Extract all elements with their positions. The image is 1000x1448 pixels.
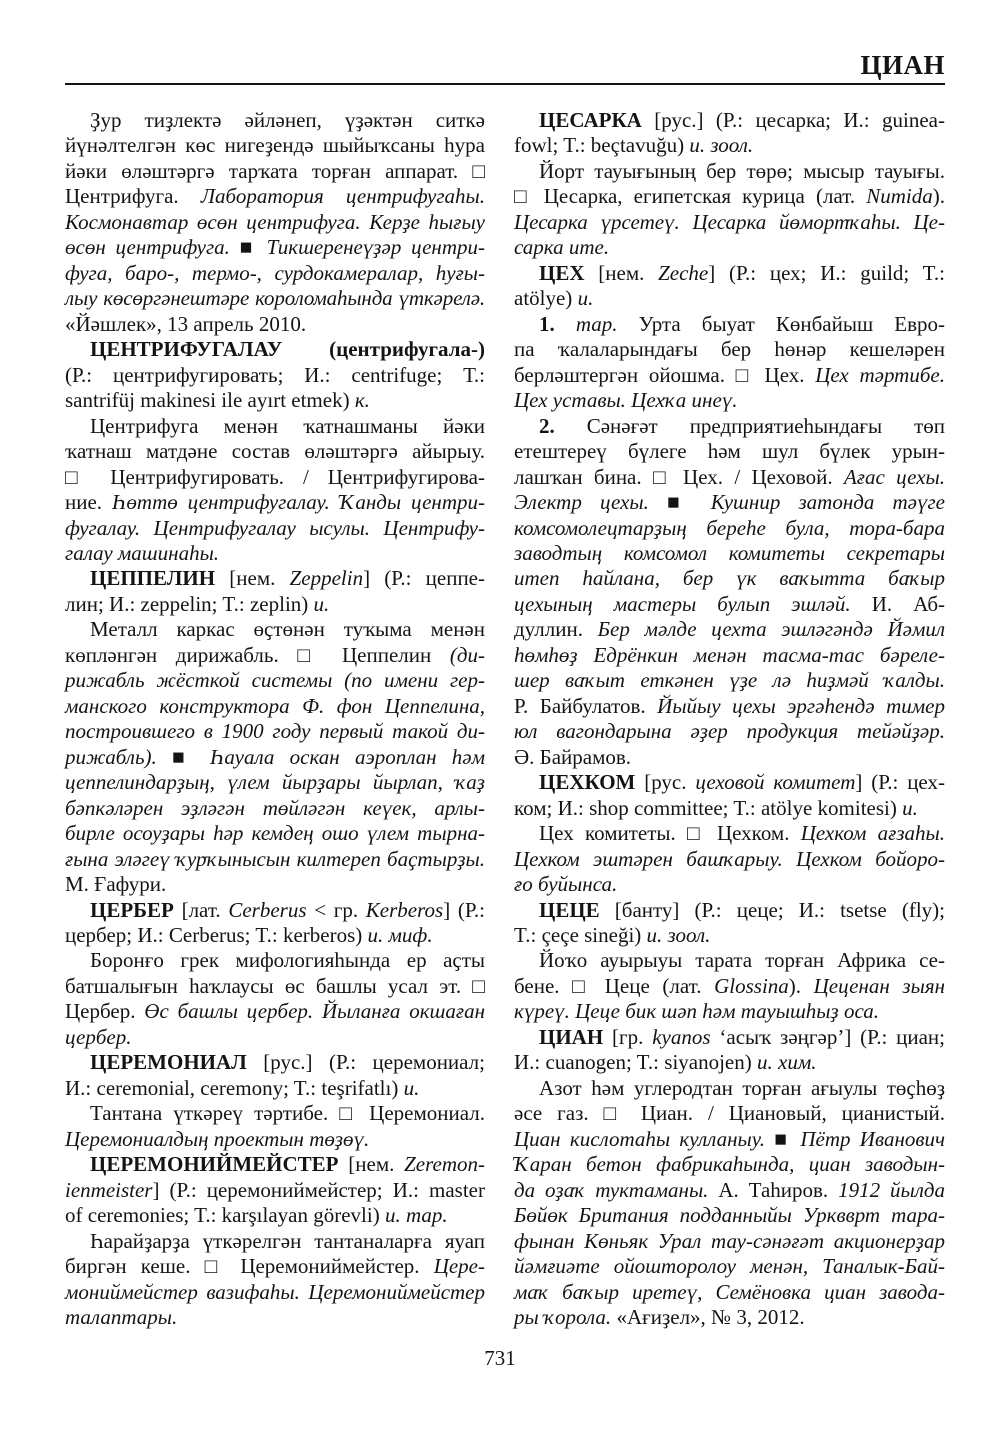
text-run: И.: ceremonial, ceremony; T.: teşrifatlı) (65, 1075, 404, 1100)
italic-run: Zeche (658, 260, 709, 285)
text-line (514, 974, 945, 999)
italic-run: галау машинаһы. (65, 540, 220, 565)
italic-run: Циан кислотаһы кулланыу. (514, 1126, 765, 1151)
bold-run: 1. (539, 311, 576, 336)
italic-run: маҡ баҡыр иретеү, Семёновка циан завода- (514, 1279, 945, 1304)
italic-run: Цех уставы. Цехҡа инеү. (514, 388, 738, 413)
text-run: йүнәлтелгән көс нигеҙендә шыйыҡсаны һура (65, 133, 485, 158)
bold-run: ЦЕНТРИФУГАЛАУ (центрифугала-) (90, 337, 485, 362)
text-line (514, 821, 945, 846)
text-run: Металл каркас өҫтөнән туҡыма менән (90, 617, 485, 642)
text-run: [рус. (635, 770, 696, 795)
left-column (65, 108, 485, 1331)
text-line (514, 1203, 945, 1228)
entry-paragraph (514, 948, 945, 1024)
text-line (514, 592, 945, 617)
entry-paragraph (65, 337, 485, 413)
entry-paragraph (514, 1076, 945, 1331)
entry-paragraph (65, 1152, 485, 1228)
text-line (65, 923, 485, 948)
italic-run: фуга, баро-, термо-, сурдокамералар, һуғы- (65, 260, 485, 285)
text-run: батшалығын һаҡлаусы өс башлы усал эт. □ (65, 973, 485, 998)
text-line (65, 1076, 485, 1101)
italic-run: фынан Көньяк Урал тау-сәнәғәт акционерҙар (514, 1228, 945, 1253)
text-run: Ә. Байрамов. (514, 744, 632, 769)
text-line (65, 770, 485, 795)
italic-run: Йыйыу цехы эргәһендә тимер (657, 693, 945, 718)
text-line (514, 541, 945, 566)
bold-run: 2. (539, 413, 555, 438)
text-run: «Йәшлек», 13 апрель 2010. (65, 311, 307, 336)
entry-paragraph (514, 414, 945, 771)
text-run: ҡатнаш матдәне состав өләштәргә айырыу. (65, 439, 485, 464)
italic-run: Һөттө центрифугалау. Ҡанды центри- (111, 490, 485, 515)
text-line (65, 948, 485, 973)
text-line (65, 184, 485, 209)
text-line (514, 948, 945, 973)
italic-run: ғо буйынса. (514, 872, 618, 897)
text-line (65, 312, 485, 337)
text-line (514, 490, 945, 515)
italic-run: Zeremon- (404, 1152, 485, 1177)
entry-paragraph (65, 566, 485, 617)
text-run: М. Ғафури. (65, 872, 167, 897)
bold-run: ЦЕЦЕ (539, 897, 600, 922)
text-run: ] (Р.: цех; И.: guild; T.: (708, 260, 945, 285)
text-run: T.: çeçe sineği) (514, 923, 647, 947)
text-run: ■ (764, 1126, 801, 1151)
text-run: [банту] (Р.: цеце; И.: tsetse (fly); (599, 897, 945, 922)
text-run: Цербер. (65, 999, 145, 1024)
text-line (514, 617, 945, 642)
text-run: ■ (156, 744, 210, 769)
page-number: 731 (484, 1346, 516, 1370)
text-line (514, 668, 945, 693)
text-line (65, 1305, 485, 1330)
italic-run: Cerberus (228, 897, 307, 922)
text-run: [нем. (215, 566, 290, 591)
italic-run: Лаборатория центрифугаһы. (200, 184, 486, 209)
text-line (65, 414, 485, 439)
text-line (65, 592, 485, 617)
text-line (514, 745, 945, 770)
text-line (65, 719, 485, 744)
text-line (65, 133, 485, 158)
text-line (65, 159, 485, 184)
italic-run: Электр цехы. (514, 490, 649, 515)
text-run: [нем. (584, 260, 659, 285)
text-run: ). (932, 184, 945, 209)
bold-run: ЦЕСАРКА (539, 108, 642, 132)
text-run: Һарайҙарҙа үткәрелгән тантаналарға яуап (90, 1228, 485, 1253)
text-run: етештереү бүлеге һәм шул бүлек урын- (514, 439, 945, 464)
entry-paragraph (65, 414, 485, 567)
text-run: fowl; T.: beçtavuğu) (514, 133, 690, 158)
text-line (514, 108, 945, 133)
italic-run: ienmeister (65, 1177, 153, 1202)
italic-run: Цехком ағзаһы. (800, 821, 945, 846)
text-line (514, 261, 945, 286)
text-run: бене. □ Цеце (лат. (514, 973, 715, 998)
italic-run: бәпкәләрен эҙләгән төйләгән кеүек, арлы- (65, 795, 485, 820)
text-run: лашҡан бина. □ Цех. / Цеховой. (514, 464, 844, 489)
text-line (514, 796, 945, 821)
text-run: цербер; И.: Cerberus; T.: kerberos) (65, 923, 368, 947)
text-line (65, 1229, 485, 1254)
text-line (65, 999, 485, 1024)
italic-run: Церемониалдың проектын төҙөү. (65, 1126, 370, 1151)
text-run: па ҡалаларындағы бер һөнәр кешеләрен (514, 337, 945, 362)
entry-paragraph (514, 312, 945, 414)
text-run: Йорт тауығының бер төрө; мысыр тауығы. (539, 158, 945, 183)
italic-run: Тикшеренеүҙәр центри- (266, 235, 485, 260)
text-line (514, 923, 945, 948)
italic-run: построившего в 1900 году первый такой ди- (65, 719, 485, 744)
text-line (514, 1280, 945, 1305)
entry-paragraph (65, 1229, 485, 1331)
text-line (65, 261, 485, 286)
entry-paragraph (514, 821, 945, 897)
text-run: «Ағиҙел», № 3, 2012. (611, 1305, 805, 1330)
italic-run: комсомолецтарҙың береһе була, тора-бара (514, 515, 945, 540)
italic-run: Һауала оскан аэроплан һәм (209, 744, 486, 769)
text-run: И.: cuanogen; T.: siyanojen) (514, 1050, 757, 1075)
text-line (514, 286, 945, 311)
text-line (65, 796, 485, 821)
italic-run: и. миф. (367, 923, 433, 947)
italic-run: kyanos (652, 1024, 711, 1049)
entry-paragraph (514, 108, 945, 159)
text-run: дуллин. (514, 617, 598, 642)
text-line (514, 566, 945, 591)
bold-run: ЦЕРБЕР (90, 897, 174, 922)
text-line (65, 516, 485, 541)
italic-run: заводтың комсомол комитеты секретары (514, 540, 945, 565)
italic-run: Kerberos (365, 897, 444, 922)
italic-run: талаптары. (65, 1305, 178, 1330)
text-line (514, 770, 945, 795)
text-run: [рус.] (Р.: церемониал; (246, 1050, 485, 1075)
italic-run: цехының мастеры булып эшләй. (514, 591, 851, 616)
bold-run: ЦЕРЕМОНИЙМЕЙСТЕР (90, 1152, 339, 1177)
text-line (65, 847, 485, 872)
text-line (514, 719, 945, 744)
text-line (514, 1254, 945, 1279)
italic-run: Өс башлы цербер. Йыланға окшаған (144, 999, 485, 1024)
italic-run: к. (354, 388, 370, 413)
text-line (65, 363, 485, 388)
text-line (514, 133, 945, 158)
text-line (65, 1178, 485, 1203)
text-run: Йоҡо ауырыуы тарата торған Африка се- (539, 948, 945, 973)
text-line (514, 235, 945, 260)
text-line (514, 337, 945, 362)
italic-run: и. (902, 795, 918, 820)
italic-run: юл вагондарына әҙер продукция тейәйҙәр. (514, 719, 945, 744)
text-run: □ Цесарка, египетская курица (лат. (514, 184, 867, 209)
text-line (514, 210, 945, 235)
text-run: берләштергән ойошма. □ Цех. (514, 362, 816, 387)
text-line (65, 694, 485, 719)
entry-paragraph (514, 770, 945, 821)
text-line (65, 1050, 485, 1075)
text-line (65, 286, 485, 311)
text-line (65, 439, 485, 464)
text-line (514, 1076, 945, 1101)
text-run: Цех комитеты. □ Цехком. (539, 821, 801, 846)
italic-run: лыу көсөргәнештәре короломаһында үткәрелә. (65, 286, 485, 311)
italic-run: Космонавтар өсөн центрифуга. Керҙе һығыу (65, 209, 485, 234)
text-run: (Р.: центрифугировать; И.: centrifuge; Т.: (65, 362, 485, 387)
running-head: ЦИАН (860, 50, 945, 80)
text-line (65, 1280, 485, 1305)
text-line (514, 184, 945, 209)
text-line (514, 1050, 945, 1075)
text-run: atölye) (514, 286, 578, 311)
italic-run: и. тар. (384, 1203, 448, 1228)
italic-run: и. (403, 1075, 420, 1100)
text-line (65, 643, 485, 668)
text-line (514, 439, 945, 464)
text-run: [нем. (338, 1152, 405, 1177)
italic-run: Цехком эштәрен башҡарыу. Цехком бойоро- (514, 846, 945, 871)
entry-paragraph (514, 898, 945, 949)
text-run: Тантана үткәреү тәртибе. □ Церемониал. (90, 1101, 485, 1126)
entry-paragraph (65, 108, 485, 337)
text-line (65, 974, 485, 999)
text-line (514, 643, 945, 668)
text-line (65, 108, 485, 133)
text-line (65, 1203, 485, 1228)
text-line (65, 210, 485, 235)
text-line (514, 312, 945, 337)
text-run: ] (Р.: (443, 897, 485, 922)
text-line (65, 566, 485, 591)
italic-run: ғына эләгеү ҡурҡынысын килтереп баҫтырҙы. (65, 846, 485, 871)
italic-run: (ди- (449, 642, 485, 667)
text-run: ние. (65, 490, 112, 515)
text-run: < гр. (306, 897, 366, 922)
entry-paragraph (65, 1101, 485, 1152)
italic-run: цеппелиндарҙың, үлем йырҙары йырлап, ҡаҙ (65, 770, 485, 795)
italic-run: Пётр Иванович (800, 1126, 946, 1151)
text-line (65, 668, 485, 693)
entry-paragraph (65, 898, 485, 949)
italic-run: мониймейстер вазифаһы. Церемониймейстер (65, 1279, 485, 1304)
text-run: Боронғо грек мифологияһында ер аҫты (90, 948, 485, 973)
text-line (65, 821, 485, 846)
bold-run: ЦЕХ (539, 260, 585, 285)
italic-run: Кушнир затонда тәүге (710, 490, 945, 515)
text-line (65, 898, 485, 923)
text-line (514, 388, 945, 413)
text-run: лин; И.: zeppelin; T.: zeplin) (65, 591, 314, 616)
entry-paragraph (65, 1050, 485, 1101)
italic-run: Цеценан зыян (813, 973, 945, 998)
text-run: И. Аб- (850, 591, 945, 616)
italic-run: өсөн центрифуга. (65, 235, 230, 260)
text-run: Р. Байбулатов. (514, 693, 658, 718)
text-line (514, 898, 945, 923)
text-line (65, 1254, 485, 1279)
text-run: ). (788, 973, 814, 998)
italic-run: 1912 йылда (838, 1177, 945, 1202)
text-line (65, 541, 485, 566)
italic-run: бирле осоуҙары һәр кемдең ошо үлем тырна- (65, 821, 485, 846)
text-line (514, 1127, 945, 1152)
text-line (514, 1101, 945, 1126)
italic-run: и. зоол. (646, 923, 711, 947)
italic-run: Бер мәлде цехта эшләгәндә Йәмил (597, 617, 945, 642)
italic-run: и. зоол. (689, 133, 754, 158)
text-line (514, 1152, 945, 1177)
text-run: [гр. (603, 1024, 653, 1049)
text-run: Сәнәғәт предприятиеһындағы төп (554, 413, 945, 438)
text-run: [рус.] (Р.: цесарка; И.: guinea- (641, 108, 945, 132)
entry-paragraph (514, 1025, 945, 1076)
text-line (514, 516, 945, 541)
italic-run: Ағас цехы. (843, 464, 945, 489)
italic-run: шер ваҡыт еткәнен үҙе лә һиҙмәй ҡалды. (514, 668, 945, 693)
text-line (514, 465, 945, 490)
text-line (514, 1025, 945, 1050)
text-line (514, 1229, 945, 1254)
bold-run: ЦЕХКОМ (539, 770, 636, 795)
italic-run: да оҙаҡ туктаманы. (514, 1177, 709, 1202)
text-line (65, 235, 485, 260)
header-rule (65, 83, 945, 85)
italic-run: и. (313, 591, 330, 616)
text-line (514, 1178, 945, 1203)
text-run: [лат. (173, 897, 229, 922)
text-run: ком; И.: shop committee; T.: atölye komitesi) (514, 795, 903, 820)
bold-run: ЦЕППЕЛИН (90, 566, 216, 591)
text-line (514, 999, 945, 1024)
text-line (65, 465, 485, 490)
italic-run: күреү. Цеце бик шәп һәм тауышһыҙ оса. (514, 999, 879, 1024)
text-run: А. Таһиров. (708, 1177, 839, 1202)
text-run: йәки өләштәргә тарҡата торған аппарат. □ (65, 158, 485, 183)
italic-run: Цесарка үрсетеү. Цесарка йөмортҡаһы. Це- (514, 209, 945, 234)
italic-run: Ҡаран бетон фабрикаһында, циан заводын- (514, 1152, 945, 1177)
text-line (65, 745, 485, 770)
text-run: ] (Р.: цех- (855, 770, 945, 795)
text-line (65, 388, 485, 413)
text-line (514, 694, 945, 719)
text-line (65, 1025, 485, 1050)
italic-run: фугалау. Центрифугалау ысулы. Центрифу- (65, 515, 485, 540)
text-run: әсе газ. □ Циан. / Циановый, цианистый. (514, 1101, 945, 1126)
text-run: ■ (229, 235, 267, 260)
text-line (65, 337, 485, 362)
italic-run: Glossina (714, 973, 789, 998)
italic-run: и. (577, 286, 594, 311)
italic-run: Zeppelin (289, 566, 364, 591)
text-run: □ Центрифугировать. / Центрифугирова- (65, 464, 485, 489)
text-line (65, 1101, 485, 1126)
text-run: көпләнгән дирижабль. □ Цеппелин (65, 642, 450, 667)
text-run: ] (Р.: цеппе- (363, 566, 485, 591)
italic-run: и. хим. (757, 1050, 817, 1075)
text-line (65, 1127, 485, 1152)
entry-paragraph (65, 617, 485, 897)
right-column (514, 108, 945, 1331)
text-run: Ҙур тиҙлектә әйләнеп, үҙәктән ситкә (90, 108, 485, 132)
text-run: ■ (648, 490, 711, 515)
italic-run: цеховой комитет (695, 770, 856, 795)
italic-run: сарка ите. (514, 235, 610, 260)
text-line (65, 490, 485, 515)
text-run: биргән кеше. □ Церемониймейстер. (65, 1254, 434, 1279)
italic-run: йәмғиәте ойошторолоу менән, Таналык-Бай- (514, 1254, 945, 1279)
text-line (514, 1305, 945, 1330)
text-line (65, 1152, 485, 1177)
text-run: ‘асыҡ зәңгәр’] (Р.: циан; (710, 1024, 946, 1049)
entry-paragraph (514, 159, 945, 261)
text-run: Центрифуга. (65, 184, 201, 209)
italic-run: Цере- (433, 1254, 485, 1279)
italic-run: һөмһөҙ Едрёнкин менән тасма-тас бәреле- (514, 642, 945, 667)
italic-run: рижабль жёсткой системы (по имени гер- (65, 668, 485, 693)
text-line (65, 617, 485, 642)
italic-run: цербер. (65, 1024, 132, 1049)
bold-run: ЦЕРЕМОНИАЛ (90, 1050, 247, 1075)
italic-run: Цех тәртибе. (815, 362, 945, 387)
text-run: Урта быуат Көнбайыш Евро- (617, 311, 945, 336)
italic-run: Numida (866, 184, 933, 209)
text-line (514, 363, 945, 388)
text-run: santrifüj makinesi ile ayırt etmek) (65, 388, 355, 413)
text-line (514, 847, 945, 872)
text-run: Центрифуга менән ҡатнашманы йәки (90, 413, 485, 438)
entry-paragraph (65, 948, 485, 1050)
text-line (514, 872, 945, 897)
text-run: of ceremonies; T.: karşılayan görevli) (65, 1203, 385, 1228)
text-line (514, 159, 945, 184)
bold-run: ЦИАН (539, 1024, 604, 1049)
italic-run: ры ҡорола. (514, 1305, 612, 1330)
text-run: Азот һәм углеродтан торған ағыулы төҫһөҙ (539, 1075, 945, 1100)
italic-run: итеп һайлана, бер үк ваҡытта баҡыр (514, 566, 945, 591)
text-line (514, 414, 945, 439)
italic-run: манского конструктора Ф. фон Цеппелина, (65, 693, 485, 718)
italic-run: Бөйөк Британия подданныйы Урквврт тара- (514, 1203, 945, 1228)
entry-paragraph (514, 261, 945, 312)
italic-run: рижабль). (65, 744, 157, 769)
italic-run: тар. (575, 311, 618, 336)
text-run: ] (Р.: церемониймейстер; И.: master (152, 1177, 485, 1202)
text-line (65, 872, 485, 897)
